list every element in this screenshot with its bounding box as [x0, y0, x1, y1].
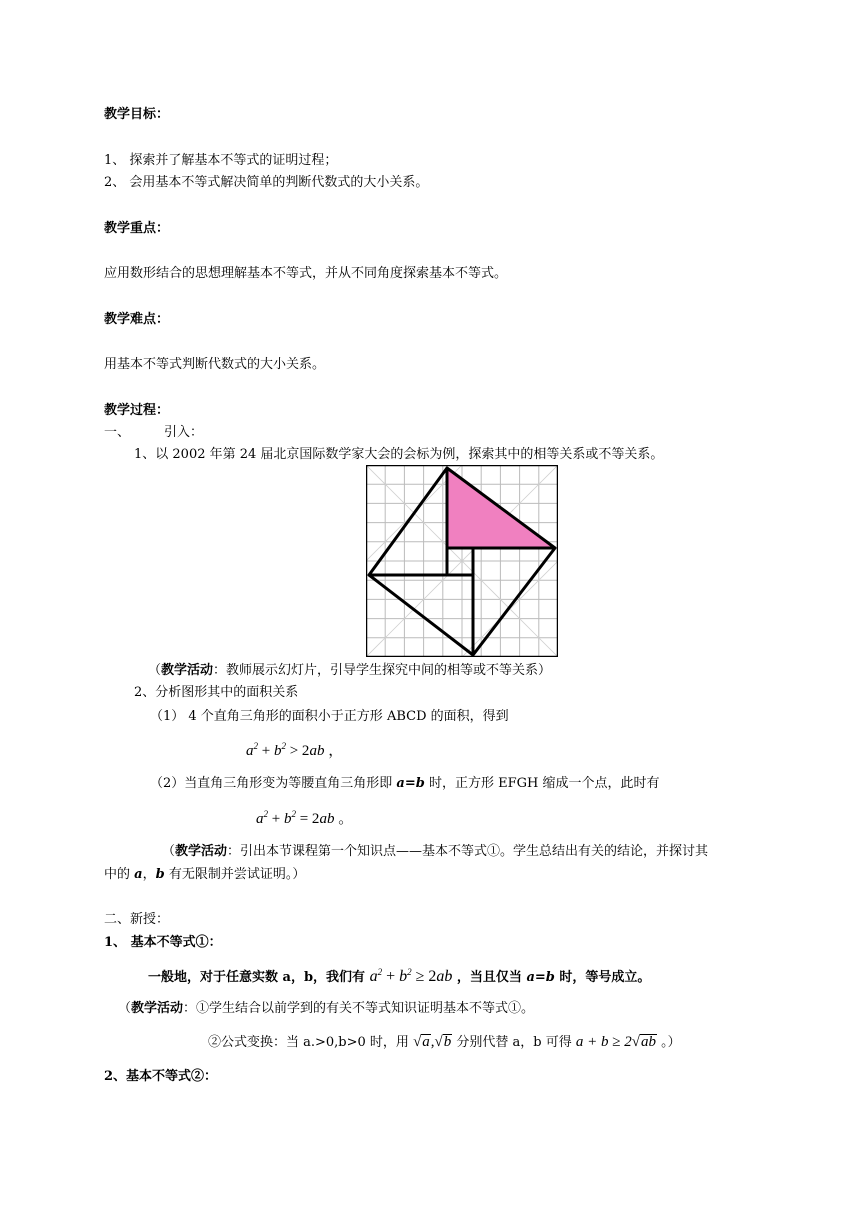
goal-item-1: 1、 探索并了解基本不等式的证明过程；	[104, 153, 338, 168]
inequality-2-heading: 2、基本不等式②：	[104, 1069, 218, 1084]
formula-strict-inequality: $a^2 + b^2 > 2ab$ ，	[246, 741, 344, 759]
intro-item-2: 2、分析图形其中的面积关系	[134, 685, 299, 700]
case-1-text: （1） 4 个直角三角形的面积小于正方形 ABCD 的面积，得到	[150, 709, 509, 724]
activity-note-3: （教学活动：①学生结合以前学到的有关不等式知识证明基本不等式①。	[118, 1001, 535, 1016]
inequality-1-heading: 1、 基本不等式①：	[104, 935, 222, 950]
difficulties-heading: 教学难点：	[104, 312, 170, 327]
formula-transform: ②公式变换：当 a.>0,b>0 时，用 √a,√b 分别代替 a，b 可得 a + b ≥ 2√ab 。）	[208, 1034, 681, 1050]
activity-note-1: （教学活动：教师展示幻灯片，引导学生探究中间的相等或不等关系）	[148, 663, 552, 678]
part1-title: 引入：	[164, 425, 204, 440]
intro-item-1: 1、以 2002 年第 24 届北京国际数学家大会的会标为例，探索其中的相等关系或不等关系。	[134, 447, 664, 462]
case-2-text: （2）当直角三角形变为等腰直角三角形即 a=b 时，正方形 EFGH 缩成一个点，此时有	[150, 776, 660, 791]
part1-number: 一、	[104, 425, 131, 440]
key-points-text: 应用数形结合的思想理解基本不等式，并从不同角度探索基本不等式。	[104, 266, 508, 281]
activity-note-2: （教学活动：引出本节课程第一个知识点——基本不等式①。学生总结出有关的结论，并探讨其	[162, 844, 709, 859]
formula-equality: $a^2 + b^2 = 2ab$ 。	[256, 809, 354, 827]
key-points-heading: 教学重点：	[104, 221, 170, 236]
difficulties-text: 用基本不等式判断代数式的大小关系。	[104, 357, 326, 372]
part2-heading: 二、新授：	[104, 912, 170, 927]
goals-heading: 教学目标：	[104, 107, 170, 122]
goal-item-2: 2、 会用基本不等式解决简单的判断代数式的大小关系。	[104, 175, 429, 190]
inequality-1-statement: 一般地，对于任意实数 a，b，我们有 $a^2 + b^2 \ge 2ab$ ，当且仅当 a=b 时，等号成立。	[148, 967, 651, 985]
congress-logo-figure	[366, 465, 558, 657]
process-heading: 教学过程：	[104, 403, 170, 418]
activity-note-2-continued: 中的 a，b 有无限制并尝试证明。）	[104, 867, 306, 882]
